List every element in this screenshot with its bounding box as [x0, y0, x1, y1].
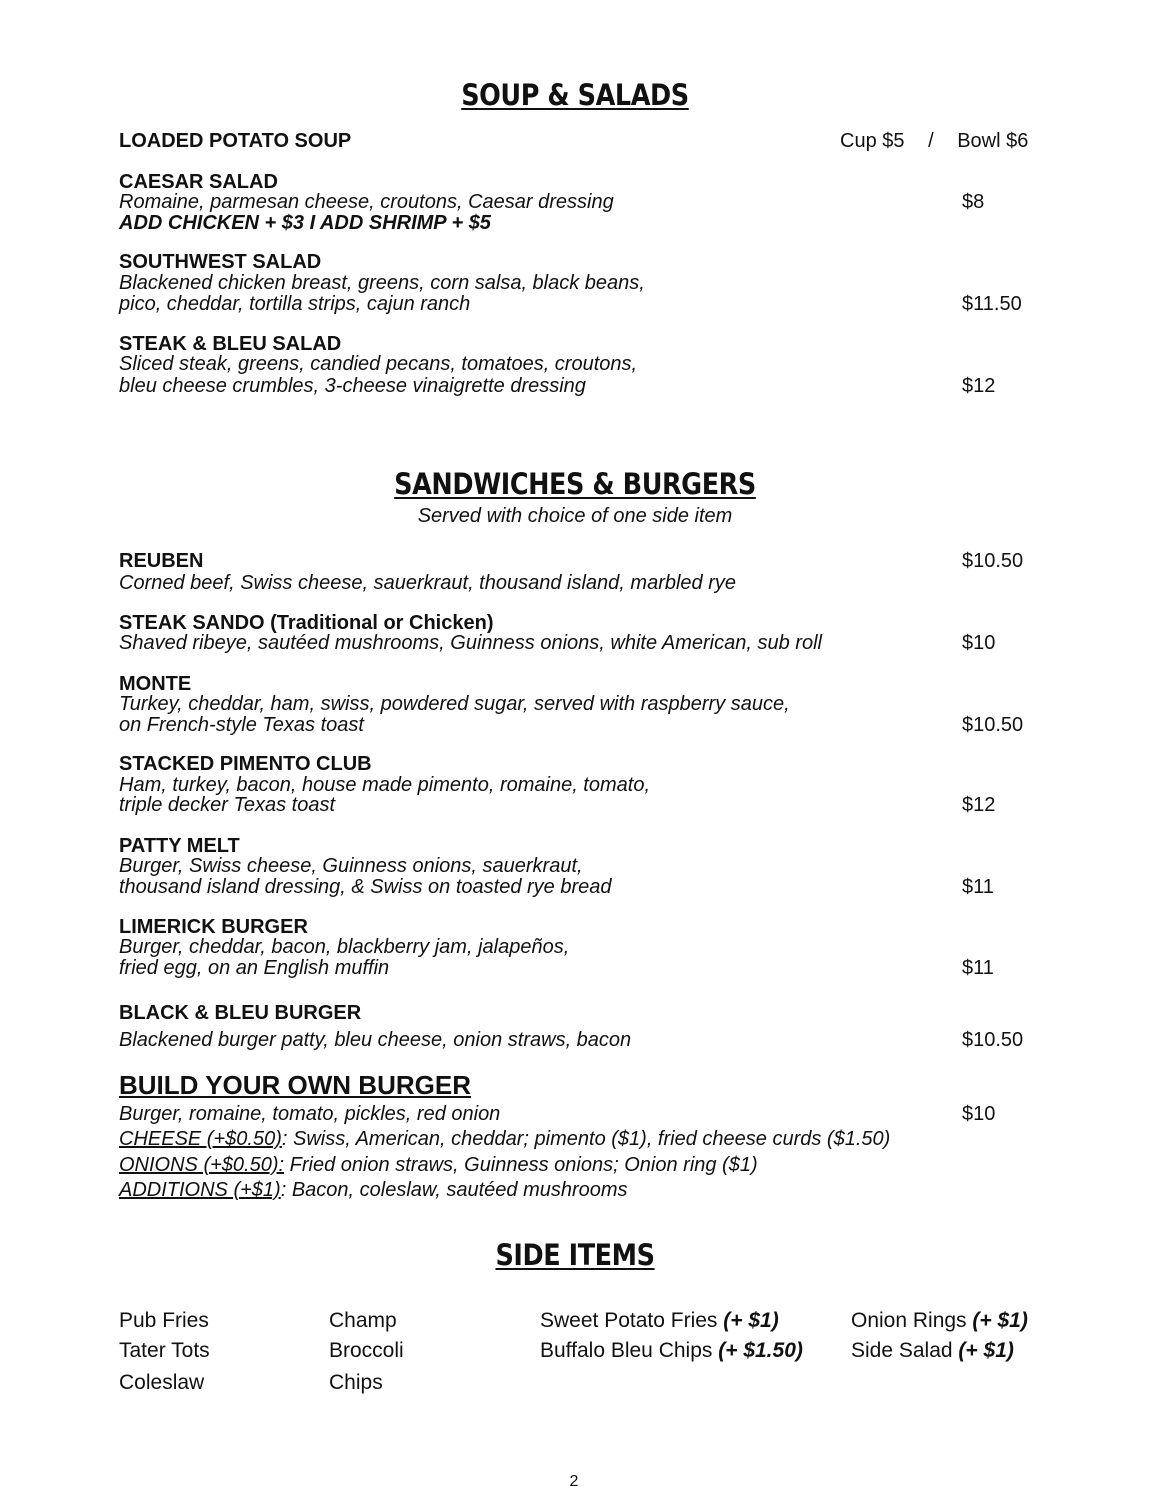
page-number: 2 [569, 1473, 579, 1490]
price-separator: / [928, 130, 934, 152]
monte-price: $10.50 [962, 714, 1024, 736]
monte-description-line2: on French-style Texas toast [119, 714, 364, 736]
steak-bleu-salad-price: $12 [962, 375, 996, 397]
pimento-club-price: $12 [962, 794, 996, 816]
pimento-club-name: STACKED PIMENTO CLUB [119, 753, 372, 775]
limerick-burger-description-line1: Burger, cheddar, bacon, blackberry jam, jalapeños, [119, 936, 570, 958]
bowl-price: Bowl $6 [957, 130, 1029, 152]
patty-melt-name: PATTY MELT [119, 835, 240, 857]
side-items-heading: SIDE ITEMS [495, 1238, 655, 1272]
side-item-name: Side Salad [851, 1339, 953, 1362]
onion-options-label: ONIONS (+$0.50): [119, 1154, 285, 1176]
reuben-price: $10.50 [962, 550, 1024, 572]
loaded-potato-soup-name: LOADED POTATO SOUP [119, 130, 352, 152]
addition-options [119, 1180, 628, 1201]
sandwiches-subheading: Served with choice of one side item [417, 505, 733, 527]
black-bleu-burger-price: $10.50 [962, 1029, 1024, 1051]
cheese-options [119, 1129, 890, 1150]
onion-options-text: Fried onion straws, Guinness onions; Onion ring ($1) [284, 1154, 758, 1176]
side-onion-rings [851, 1310, 1028, 1332]
side-item-name: Buffalo Bleu Chips [540, 1339, 713, 1362]
patty-melt-price: $11 [962, 876, 994, 898]
side-item-name: Onion Rings [851, 1309, 967, 1332]
side-pub-fries: Pub Fries [119, 1309, 209, 1332]
build-your-own-burger-description: Burger, romaine, tomato, pickles, red onion [119, 1103, 501, 1125]
side-side-salad [851, 1340, 1014, 1362]
onion-options [119, 1155, 758, 1176]
reuben-description: Corned beef, Swiss cheese, sauerkraut, thousand island, marbled rye [119, 572, 737, 594]
steak-sando-price: $10 [962, 632, 996, 654]
limerick-burger-description-line2: fried egg, on an English muffin [119, 957, 390, 979]
side-chips: Chips [329, 1371, 383, 1394]
patty-melt-description-line1: Burger, Swiss cheese, Guinness onions, sauerkraut, [119, 855, 583, 877]
side-item-upcharge: (+ $1) [958, 1339, 1014, 1362]
southwest-salad-price: $11.50 [962, 293, 1022, 315]
pimento-club-description-line1: Ham, turkey, bacon, house made pimento, romaine, tomato, [119, 774, 651, 796]
side-tater-tots: Tater Tots [119, 1339, 210, 1362]
side-sweet-potato-fries [540, 1310, 779, 1332]
southwest-salad-description-line2: pico, cheddar, tortilla strips, cajun ranch [119, 293, 471, 315]
sandwiches-burgers-heading: SANDWICHES & BURGERS [394, 467, 756, 501]
side-champ: Champ [329, 1309, 397, 1332]
limerick-burger-price: $11 [962, 957, 994, 979]
steak-bleu-salad-description-line2: bleu cheese crumbles, 3-cheese vinaigrette dressing [119, 375, 586, 397]
steak-sando-name: STEAK SANDO (Traditional or Chicken) [119, 612, 494, 634]
side-broccoli: Broccoli [329, 1339, 404, 1362]
caesar-salad-name: CAESAR SALAD [119, 171, 278, 193]
cheese-options-label: CHEESE (+$0.50) [119, 1128, 282, 1150]
cup-price: Cup $5 [840, 130, 905, 152]
addition-options-text: : Bacon, coleslaw, sautéed mushrooms [280, 1179, 628, 1201]
cheese-options-text: : Swiss, American, cheddar; pimento ($1), fried cheese curds ($1.50) [281, 1128, 891, 1150]
black-bleu-burger-description: Blackened burger patty, bleu cheese, onion straws, bacon [119, 1029, 632, 1051]
side-item-upcharge: (+ $1.50) [718, 1339, 803, 1362]
southwest-salad-description-line1: Blackened chicken breast, greens, corn salsa, black beans, [119, 272, 645, 294]
pimento-club-description-line2: triple decker Texas toast [119, 794, 336, 816]
build-your-own-burger-name: BUILD YOUR OWN BURGER [119, 1070, 471, 1100]
black-bleu-burger-name: BLACK & BLEU BURGER [119, 1002, 362, 1024]
side-item-upcharge: (+ $1) [972, 1309, 1028, 1332]
side-item-upcharge: (+ $1) [723, 1309, 779, 1332]
patty-melt-description-line2: thousand island dressing, & Swiss on toasted rye bread [119, 876, 612, 898]
limerick-burger-name: LIMERICK BURGER [119, 916, 308, 938]
soup-salads-heading: SOUP & SALADS [461, 78, 689, 112]
caesar-salad-description: Romaine, parmesan cheese, croutons, Caesar dressing [119, 191, 614, 213]
loaded-potato-soup-price [840, 131, 1028, 152]
caesar-salad-addon: ADD CHICKEN + $3 I ADD SHRIMP + $5 [119, 212, 491, 234]
steak-bleu-salad-name: STEAK & BLEU SALAD [119, 333, 342, 355]
steak-bleu-salad-description-line1: Sliced steak, greens, candied pecans, tomatoes, croutons, [119, 353, 638, 375]
side-coleslaw: Coleslaw [119, 1371, 205, 1394]
build-your-own-burger-price: $10 [962, 1103, 996, 1125]
southwest-salad-name: SOUTHWEST SALAD [119, 251, 322, 273]
addition-options-label: ADDITIONS (+$1) [119, 1179, 281, 1201]
reuben-name: REUBEN [119, 550, 204, 572]
caesar-salad-price: $8 [962, 191, 985, 213]
side-buffalo-bleu-chips [540, 1340, 803, 1362]
monte-description-line1: Turkey, cheddar, ham, swiss, powdered sugar, served with raspberry sauce, [119, 693, 790, 715]
monte-name: MONTE [119, 673, 192, 695]
steak-sando-description: Shaved ribeye, sautéed mushrooms, Guinness onions, white American, sub roll [119, 632, 822, 654]
side-item-name: Sweet Potato Fries [540, 1309, 718, 1332]
